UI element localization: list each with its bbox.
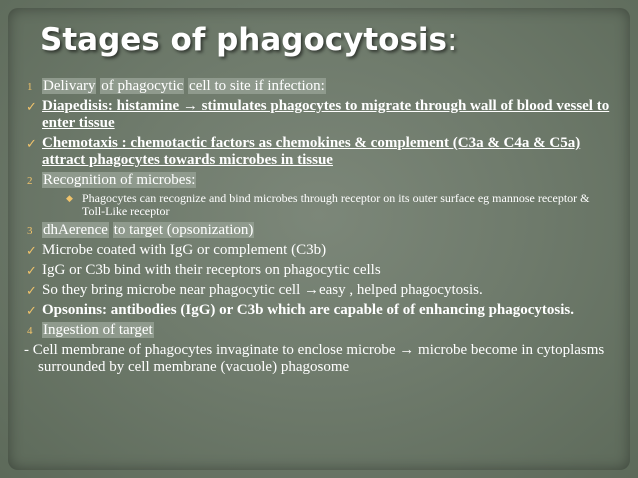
stage-4-description-text: - Cell membrane of phagocytes invaginate to enclose microbe → microbe become in cytoplasms surrounded by cell membrane (vacuole) phagosome [24,342,605,375]
stage-4-description [24,342,612,376]
check-icon: ✓ [26,283,37,298]
stage-3-number: 3 [27,225,33,237]
stage-3-point-4 [24,302,612,319]
stage-1-number: 1 [27,81,33,93]
stage-2 [24,172,612,189]
diapedesis-text: Diapedisis: histamine → stimulates phagocytes to migrate through wall of blood vessel to enter tissue [42,98,610,131]
check-icon: ✓ [26,243,37,258]
stage-3-point-1-text: Microbe coated with IgG or complement (C3b) [42,242,327,258]
title-colon: : [447,22,458,58]
stage-2-text: Recognition of microbes: [43,172,196,188]
stage-3-point-1 [24,242,612,259]
check-icon: ✓ [26,303,37,318]
stage-3-point-2-text: IgG or C3b bind with their receptors on phagocytic cells [42,262,381,278]
slide-title [40,22,457,58]
opsonins-text: Opsonins: antibodies (IgG) or C3b which are capable of of enhancing phagocytosis. [42,302,575,318]
diamond-bullet-icon: ◆ [66,193,73,203]
title-text: Stages of phagocytosis [40,22,447,58]
stage-2-number: 2 [27,175,33,187]
stage-1-point-chemotaxis [24,135,612,169]
stage-2-subpoint-text: Phagocytes can recognize and bind microbes through receptor on its outer surface eg mannose receptor & Toll-Like receptor [82,191,590,218]
stage-1-word-b: of phagocytic [101,78,184,94]
stage-4-number: 4 [27,325,33,337]
stage-3-word-a: dhAerence [43,222,108,238]
check-icon: ✓ [26,99,37,114]
stage-4 [24,322,612,339]
stage-3-point-3-text: So they bring microbe near phagocytic cell →easy , helped phagocytosis. [42,282,483,298]
stage-2-subpoint [24,192,612,218]
slide-content [24,78,612,379]
stage-1-word-a: Delivary [43,78,96,94]
stage-3-word-b: to target (opsonization) [113,222,254,238]
stage-4-text: Ingestion of target [43,322,153,338]
check-icon: ✓ [26,263,37,278]
stage-1-point-diapedesis [24,98,612,132]
stage-3-point-2 [24,262,612,279]
stage-3-point-3 [24,282,612,299]
stage-3 [24,222,612,239]
stage-1 [24,78,612,95]
chemotaxis-text: Chemotaxis : chemotactic factors as chemokines & complement (C3a & C4a & C5a) attract phagocytes towards microbes in tissue [42,135,581,168]
stage-1-word-c: cell to site if infection: [189,78,325,94]
check-icon: ✓ [26,136,37,151]
